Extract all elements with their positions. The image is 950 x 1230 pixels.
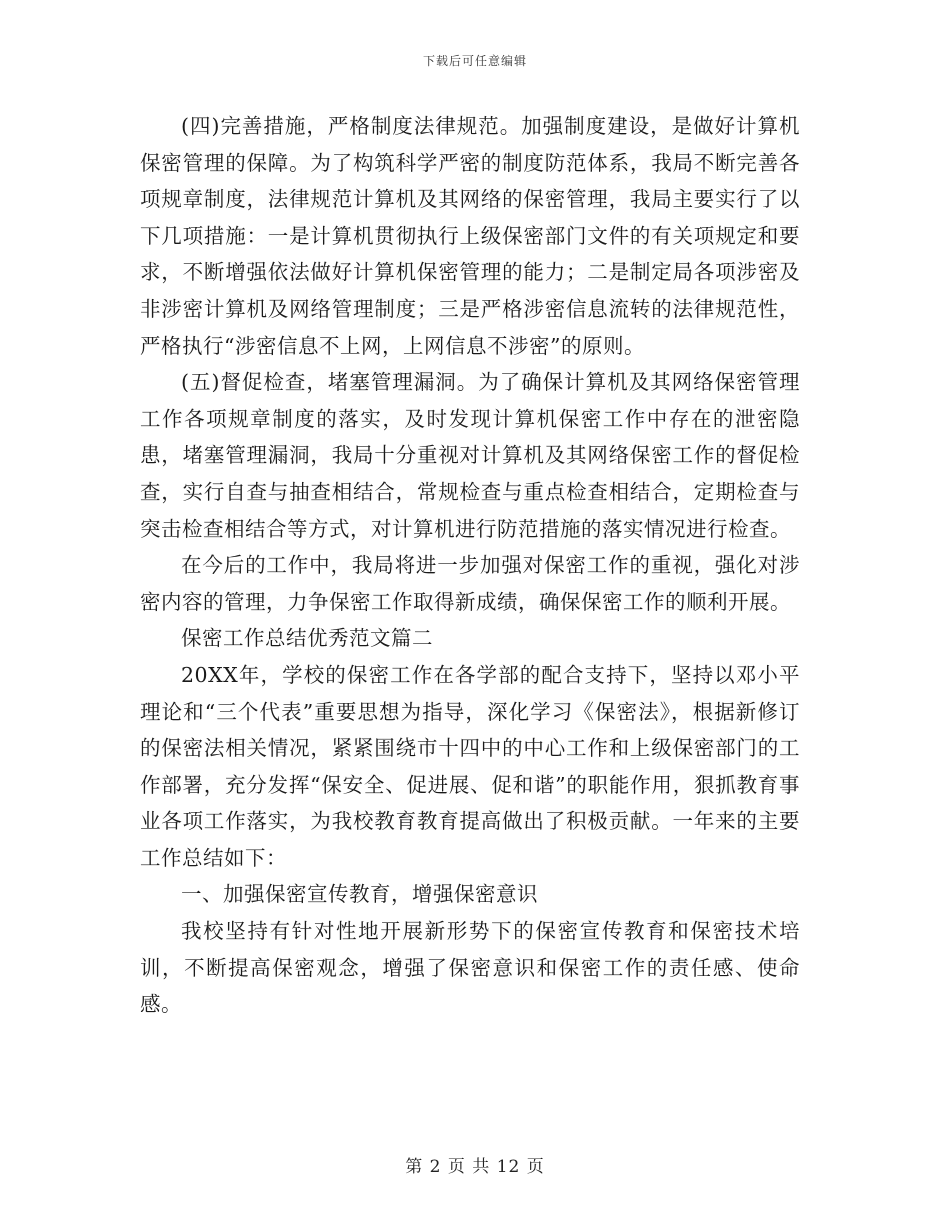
page-header: 下载后可任意编辑 [422, 54, 527, 68]
paragraph-training: 我校坚持有针对性地开展新形势下的保密宣传教育和保密技术培训，不断提高保密观念，增强了保密意识和保密工作的责任感、使命感。 [140, 919, 800, 1017]
paragraph-school-summary: 20XX年，学校的保密工作在各学部的配合支持下，坚持以邓小平理论和“三个代表”重要思想为指导，深化学习《保密法》，根据新修订的保密法相关情况，紧紧围绕市十四中的中心工作和上级保密部门的工作部署，充分发挥“保安全、促进展、促和谐”的职能作用，狠抓教育事业各项工作落实，为我校教育教育提高做出了积极贡献。一年来的主要工作总结如下： [140, 662, 800, 870]
paragraph-measures: (四)完善措施，严格制度法律规范。加强制度建设，是做好计算机保密管理的保障。为了构筑科学严密的制度防范体系，我局不断完善各项规章制度，法律规范计算机及其网络的保密管理，我局主要实行了以下几项措施：一是计算机贯彻执行上级保密部门文件的有关项规定和要求，不断增强依法做好计算机保密管理的能力；二是制定局各项涉密及非涉密计算机及网络管理制度；三是严格涉密信息流转的法律规范性，严格执行“涉密信息不上网，上网信息不涉密”的原则。 [140, 114, 800, 358]
paragraph-future-work: 在今后的工作中，我局将进一步加强对保密工作的重视，强化对涉密内容的管理，力争保密工作取得新成绩，确保保密工作的顺利开展。 [140, 553, 800, 614]
section-title-part-two: 保密工作总结优秀范文篇二 [181, 626, 433, 651]
document-body [140, 108, 800, 1023]
paragraph-inspection: (五)督促检查，堵塞管理漏洞。为了确保计算机及其网络保密管理工作各项规章制度的落实，及时发现计算机保密工作中存在的泄密隐患，堵塞管理漏洞，我局十分重视对计算机及其网络保密工作的督促检查，实行自查与抽查相结合，常规检查与重点检查相结合，定期检查与突击检查相结合等方式，对计算机进行防范措施的落实情况进行检查。 [140, 370, 800, 541]
subheading-publicity-education: 一、加强保密宣传教育，增强保密意识 [181, 882, 538, 907]
page-number: 第 2 页 共 12 页 [405, 1157, 545, 1177]
